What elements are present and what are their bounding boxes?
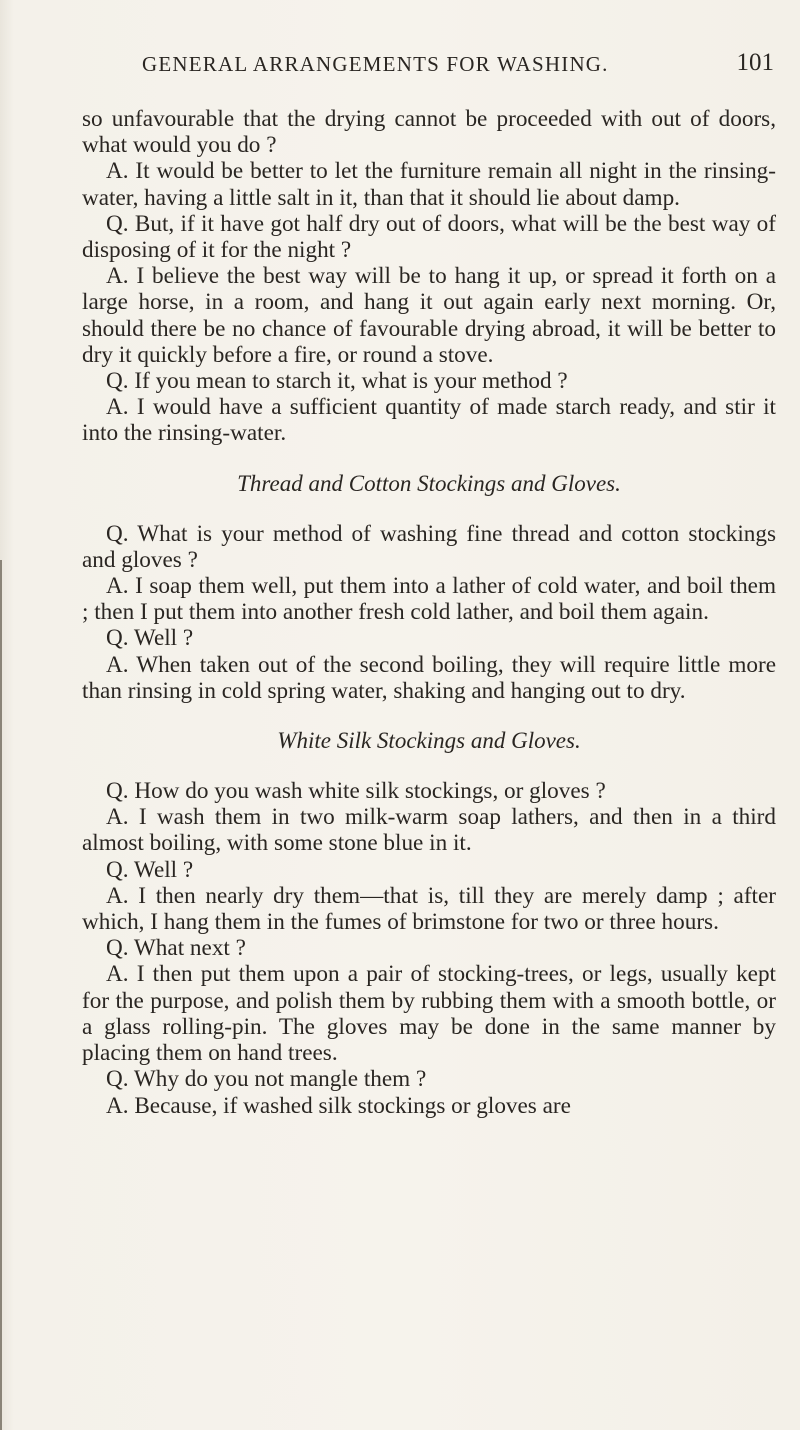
paragraph: Q. What is your method of washing fine thread and cotton stockings and gloves ? xyxy=(82,520,776,573)
paragraph: A. It would be better to let the furniture remain all night in the rinsing-water, having a little salt in it, than that it should lie about damp. xyxy=(82,158,776,211)
page-edge-shadow xyxy=(0,560,2,1430)
paragraph: Q. What next ? xyxy=(106,935,246,962)
running-head: GENERAL ARRANGEMENTS FOR WASHING. xyxy=(142,52,609,76)
page-number: 101 xyxy=(736,49,774,76)
paragraph: A. I wash them in two milk-warm soap lathers, and then in a third almost boiling, with some stone blue in it. xyxy=(82,804,776,857)
paragraph: A. I soap them well, put them into a lather of cold water, and boil them ; then I put them into another fresh cold lather, and boil them again. xyxy=(82,573,776,626)
paragraph: so unfavourable that the drying cannot be proceeded with out of doors, what would you do ? xyxy=(82,106,776,159)
paragraph: A. I then put them upon a pair of stocking-trees, or legs, usually kept for the purpose, and polish them by rubbing them with a smooth bottle, or a glass rolling-pin. The gloves may be done in the same manner by placing them on hand trees. xyxy=(82,961,776,1067)
paragraph: Q. Why do you not mangle them ? xyxy=(106,1066,427,1093)
paragraph: A. When taken out of the second boiling, they will require little more than rinsing in cold spring water, shaking and hanging out to dry. xyxy=(82,651,776,704)
paragraph: Q. Well ? xyxy=(106,856,194,883)
paragraph: A. I then nearly dry them—that is, till they are merely damp ; after which, I hang them in the fumes of brimstone for two or three hours. xyxy=(82,882,776,936)
page-header xyxy=(142,49,774,92)
section-heading-thread-cotton: Thread and Cotton Stockings and Gloves. xyxy=(237,470,621,496)
paragraph: Q. But, if it have got half dry out of doors, what will be the best way of disposing of it for the night ? xyxy=(82,210,776,264)
paragraph: A. I believe the best way will be to hang it up, or spread it forth on a large horse, in a room, and hang it out again early next morning. Or, should there be no chance of favourable drying abroad, it will be better to dry it quickly before a fire, or round a stove. xyxy=(82,263,776,368)
paragraph: Q. How do you wash white silk stockings, or gloves ? xyxy=(106,778,606,805)
paragraph: Q. Well ? xyxy=(106,625,194,652)
paragraph: Q. If you mean to starch it, what is your method ? xyxy=(106,368,568,395)
body-text xyxy=(82,106,776,1119)
paragraph: A. Because, if washed silk stockings or gloves are xyxy=(106,1092,571,1119)
section-heading-white-silk: White Silk Stockings and Gloves. xyxy=(277,728,581,754)
paragraph: A. I would have a sufficient quantity of made starch ready, and stir it into the rinsing-water. xyxy=(82,394,776,447)
